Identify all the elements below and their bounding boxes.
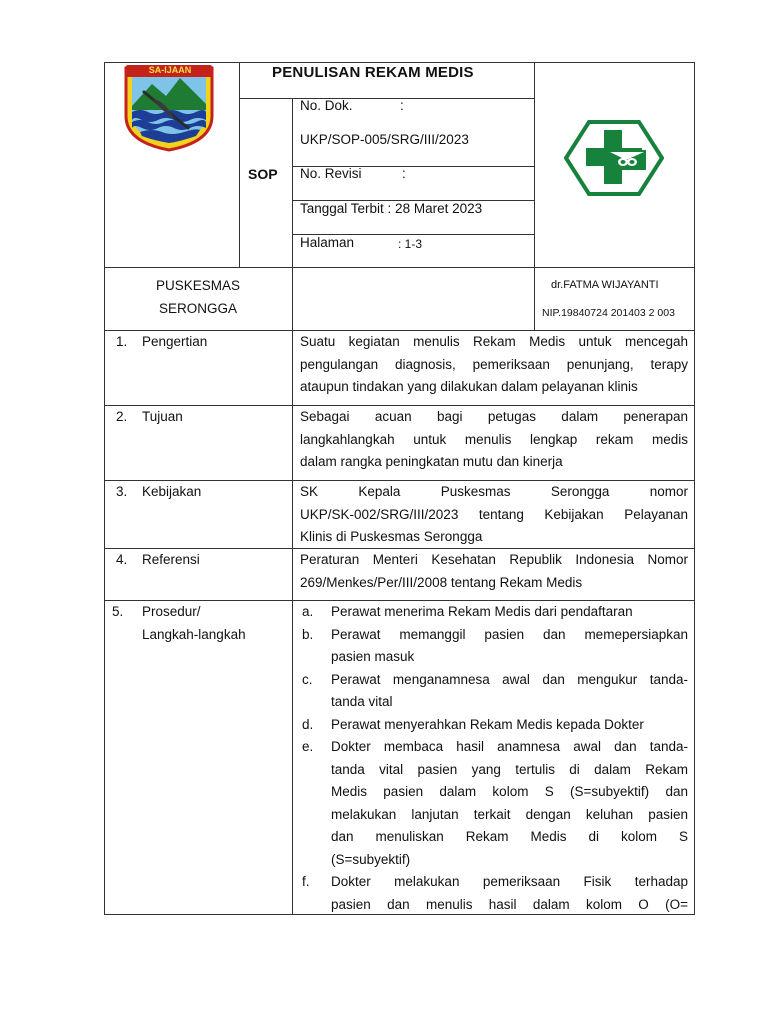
section-5-label-line2: Langkah-langkah: [142, 627, 246, 642]
section-2-label: Tujuan: [142, 409, 183, 424]
section-4-number: 4.: [116, 552, 128, 567]
section-4-label: Referensi: [142, 552, 200, 567]
list-item: d. Perawat menyerahkan Rekam Medis kepada Dokter: [302, 716, 644, 732]
list-item: e. Dokter membaca hasil anamnesa awal dan tanda- tanda vital pasien yang tertulis di dalam Rekam Medis pasien dalam kolom S (S=subyektif) dan melakukan lanjutan terkait dengan keluhan pasien dan menuliskan Rekam Medis di kolom S (S=subyektif): [302, 739, 688, 867]
section-4-text: Peraturan Menteri Kesehatan Republik Indonesia Nomor 269/Menkes/Per/III/2008 tentang Rekam Medis: [300, 552, 688, 590]
procedure-list: [300, 601, 688, 916]
issue-date: Tanggal Terbit : 28 Maret 2023: [300, 201, 483, 216]
page-value: : 1-3: [398, 237, 423, 251]
section-3-text: SK Kepala Puskesmas Serongga nomor UKP/SK-002/SRG/III/2023 tentang Kebijakan Pelayanan Klinis di Puskesmas Serongga: [300, 484, 688, 544]
revision-colon: :: [402, 166, 406, 181]
section-1-label: Pengertian: [142, 334, 208, 349]
section-1-number: 1.: [116, 334, 128, 349]
section-2-text: Sebagai acuan bagi petugas dalam penerapan langkahlangkah untuk menulis lengkap rekam medis dalam rangka peningkatan mutu dan kinerja: [300, 409, 688, 469]
puskesmas-cross-logo-icon: [564, 120, 664, 196]
list-item: f. Dokter melakukan pemeriksaan Fisik terhadap pasien dan menulis hasil dalam kolom O (O=: [302, 874, 688, 912]
header-divider-logo: [239, 62, 240, 267]
section-5-label-line1: Prosedur/: [142, 604, 201, 619]
signatory-name: dr.FATMA WIJAYANTI: [551, 279, 659, 291]
section-1-text: Suatu kegiatan menulis Rekam Medis untuk mencegah pengulangan diagnosis, pemeriksaan penunjang, terapy ataupun tindakan yang dilakukan dalam pelayanan klinis: [300, 334, 688, 394]
doc-no-value: UKP/SOP-005/SRG/III/2023: [300, 132, 469, 147]
puskesmas-name-line2: SERONGGA: [158, 301, 237, 316]
table-border-right: [694, 62, 695, 915]
table-border-left: [104, 62, 105, 915]
sop-label: SOP: [248, 166, 278, 182]
section-3-label: Kebijakan: [142, 484, 202, 499]
header-bottom-line: [104, 267, 695, 268]
list-item: b. Perawat memanggil pasien dan memepersiapkan pasien masuk: [302, 626, 688, 664]
content-column-divider: [292, 98, 293, 915]
list-item: a. Perawat menerima Rekam Medis dari pendaftaran: [302, 604, 633, 619]
title-bottom-line: [239, 98, 535, 99]
list-item: c. Perawat menganamnesa awal dan mengukur tanda- tanda vital: [302, 671, 688, 709]
emblem-text: SA-IJAAN: [148, 65, 192, 75]
signatory-nip: NIP.19840724 201403 2 003: [542, 307, 675, 319]
revision-label: No. Revisi: [300, 166, 362, 181]
doc-no-label: No. Dok.: [300, 98, 353, 113]
document-title: PENULISAN REKAM MEDIS: [272, 64, 474, 81]
section-5-number: 5.: [112, 604, 124, 619]
header-divider-right: [534, 62, 535, 330]
section-2-number: 2.: [116, 409, 128, 424]
section-3-number: 3.: [116, 484, 128, 499]
doc-no-colon: :: [400, 98, 404, 113]
page-label: Halaman: [300, 235, 355, 250]
puskesmas-name-line1: PUSKESMAS: [155, 278, 241, 293]
